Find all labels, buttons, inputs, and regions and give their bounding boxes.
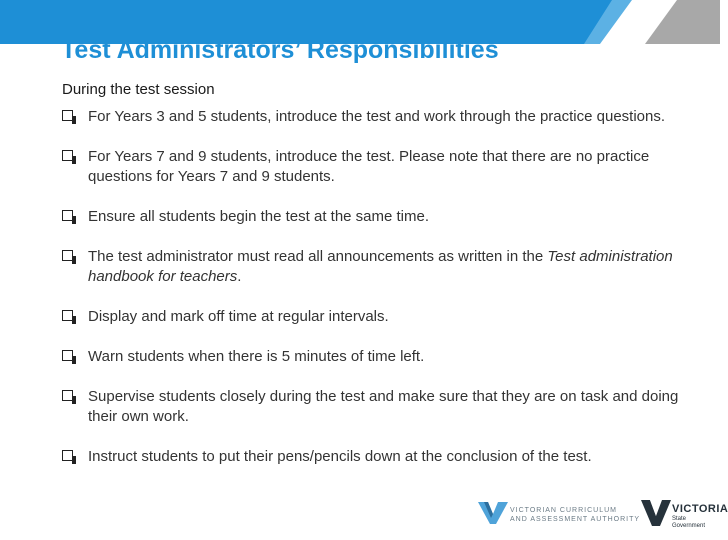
checkbox-square-icon [62,390,73,401]
slide-title: Test Administrators’ Responsibilities [61,36,499,64]
list-item-text: Supervise students closely during the test and make sure that they are on task and doing their own work. [88,388,679,425]
responsibility-list [62,107,702,487]
checkbox-square-icon [62,350,73,361]
list-item-text: The test administrator must read all announcements as written in the [88,248,548,265]
list-item [62,247,702,287]
checkbox-square-icon [62,210,73,221]
victoria-government-logo [641,498,728,533]
victoria-label: VICTORIA [672,503,728,515]
list-item [62,447,702,467]
vcaa-chevron-icon [478,500,508,524]
vcaa-logo-text: VICTORIAN CURRICULUM AND ASSESSMENT AUTHORITY [510,507,641,523]
list-item-text: Ensure all students begin the test at the same time. [88,208,430,225]
checkbox-square-icon [62,110,73,121]
list-item [62,387,702,427]
list-item-text: Warn students when there is 5 minutes of time left. [88,348,425,365]
list-item [62,207,702,227]
slide-subtitle: During the test session [62,81,215,98]
checkbox-square-icon [62,150,73,161]
list-item [62,107,702,127]
checkbox-square-icon [62,450,73,461]
checkbox-square-icon [62,310,73,321]
state-government-label: State Government [672,516,706,529]
list-item-text: For Years 3 and 5 students, introduce the test and work through the practice questions. [88,108,666,125]
list-item [62,147,702,187]
handbook-title: Test administration handbook for teachers [88,248,673,285]
victoria-v-icon [641,498,671,528]
list-item [62,307,702,327]
list-item-text: For Years 7 and 9 students, introduce the test. Please note that there are no practice questions for Years 7 and 9 students. [88,148,650,185]
list-item [62,347,702,367]
list-item-text-end: . [237,268,242,285]
list-item-text: Instruct students to put their pens/pencils down at the conclusion of the test. [88,448,592,465]
list-item-text: Display and mark off time at regular intervals. [88,308,389,325]
checkbox-square-icon [62,250,73,261]
